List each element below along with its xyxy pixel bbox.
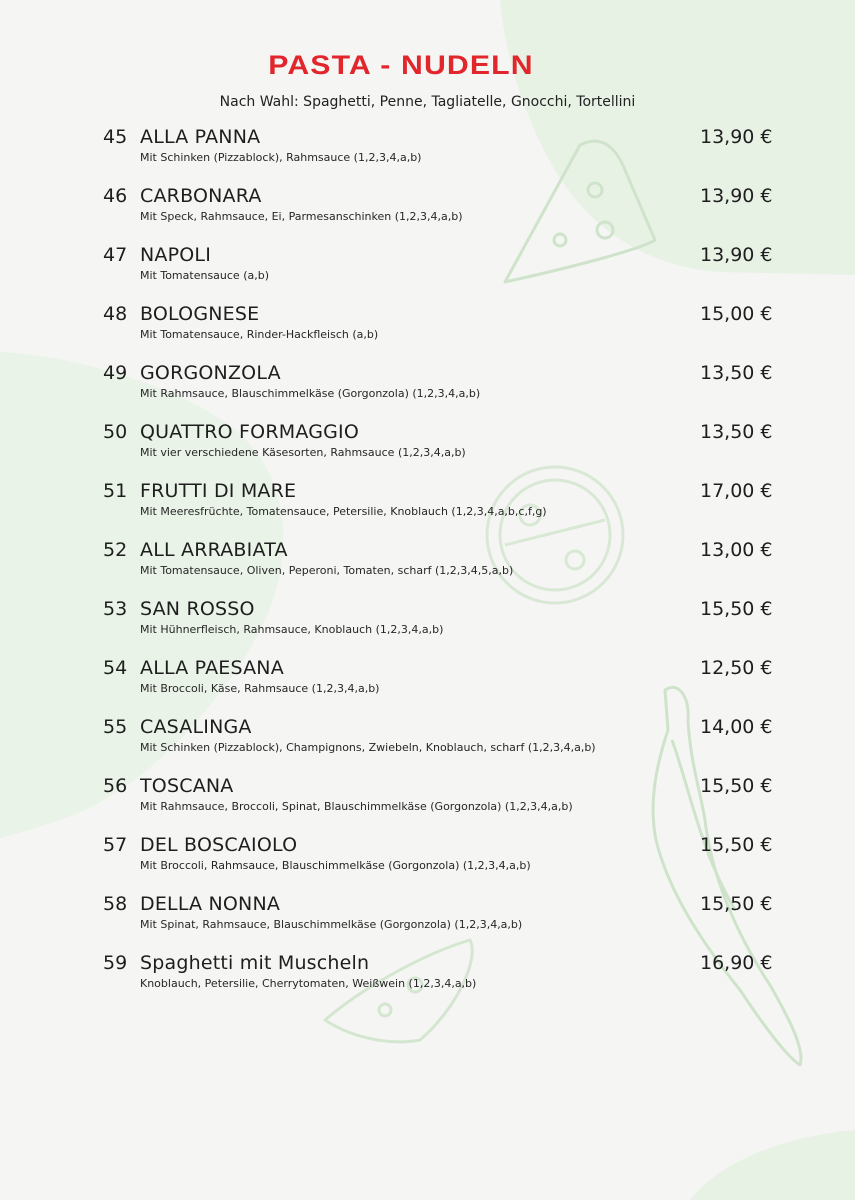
menu-item (0, 775, 855, 834)
item-number: 51 (103, 480, 128, 502)
item-name: CASALINGA (140, 716, 252, 738)
menu-items-list (0, 126, 855, 1011)
item-number: 49 (103, 362, 128, 384)
item-number: 53 (103, 598, 128, 620)
menu-item (0, 657, 855, 716)
menu-item (0, 539, 855, 598)
item-name: ALLA PANNA (140, 126, 261, 148)
item-number: 50 (103, 421, 128, 443)
item-number: 55 (103, 716, 128, 738)
item-name: DELLA NONNA (140, 893, 281, 915)
item-price: 14,00 € (700, 716, 773, 738)
item-name: TOSCANA (140, 775, 234, 797)
menu-item (0, 952, 855, 1011)
item-number: 56 (103, 775, 128, 797)
item-price: 13,50 € (700, 421, 773, 443)
item-description: Mit Tomatensauce (a,b) (140, 269, 270, 282)
item-description: Mit Tomatensauce, Oliven, Peperoni, Tomaten, scharf (1,2,3,4,5,a,b) (140, 564, 514, 577)
menu-item (0, 716, 855, 775)
item-name: ALLA PAESANA (140, 657, 284, 679)
item-number: 47 (103, 244, 128, 266)
item-price: 13,90 € (700, 244, 773, 266)
item-number: 58 (103, 893, 128, 915)
item-price: 15,50 € (700, 834, 773, 856)
item-number: 45 (103, 126, 128, 148)
item-price: 13,50 € (700, 362, 773, 384)
item-name: Spaghetti mit Muscheln (140, 952, 370, 974)
item-number: 52 (103, 539, 128, 561)
item-name: QUATTRO FORMAGGIO (140, 421, 360, 443)
item-description: Mit Meeresfrüchte, Tomatensauce, Petersilie, Knoblauch (1,2,3,4,a,b,c,f,g) (140, 505, 547, 518)
item-name: CARBONARA (140, 185, 262, 207)
item-description: Mit Broccoli, Rahmsauce, Blauschimmelkäse (Gorgonzola) (1,2,3,4,a,b) (140, 859, 531, 872)
item-name: SAN ROSSO (140, 598, 255, 620)
item-price: 15,50 € (700, 775, 773, 797)
item-description: Mit Speck, Rahmsauce, Ei, Parmesanschinken (1,2,3,4,a,b) (140, 210, 463, 223)
item-price: 15,50 € (700, 598, 773, 620)
item-price: 15,50 € (700, 893, 773, 915)
item-description: Mit Tomatensauce, Rinder-Hackfleisch (a,b) (140, 328, 379, 341)
item-description: Knoblauch, Petersilie, Cherrytomaten, Weißwein (1,2,3,4,a,b) (140, 977, 477, 990)
item-name: BOLOGNESE (140, 303, 260, 325)
item-description: Mit vier verschiedene Käsesorten, Rahmsauce (1,2,3,4,a,b) (140, 446, 466, 459)
item-price: 17,00 € (700, 480, 773, 502)
item-price: 15,00 € (700, 303, 773, 325)
item-name: NAPOLI (140, 244, 212, 266)
item-description: Mit Broccoli, Käse, Rahmsauce (1,2,3,4,a,b) (140, 682, 380, 695)
menu-item (0, 480, 855, 539)
menu-item (0, 362, 855, 421)
item-number: 59 (103, 952, 128, 974)
item-number: 46 (103, 185, 128, 207)
green-blob-bottom-right (690, 1130, 855, 1200)
menu-item (0, 598, 855, 657)
item-description: Mit Spinat, Rahmsauce, Blauschimmelkäse (Gorgonzola) (1,2,3,4,a,b) (140, 918, 523, 931)
menu-item (0, 893, 855, 952)
item-description: Mit Schinken (Pizzablock), Champignons, Zwiebeln, Knoblauch, scharf (1,2,3,4,a,b) (140, 741, 596, 754)
item-price: 16,90 € (700, 952, 773, 974)
item-name: DEL BOSCAIOLO (140, 834, 298, 856)
menu-item (0, 185, 855, 244)
item-description: Mit Rahmsauce, Blauschimmelkäse (Gorgonzola) (1,2,3,4,a,b) (140, 387, 481, 400)
item-number: 48 (103, 303, 128, 325)
item-price: 12,50 € (700, 657, 773, 679)
item-price: 13,90 € (700, 126, 773, 148)
item-description: Mit Hühnerfleisch, Rahmsauce, Knoblauch (1,2,3,4,a,b) (140, 623, 444, 636)
pasta-choice-subtitle: Nach Wahl: Spaghetti, Penne, Tagliatelle, Gnocchi, Tortellini (219, 94, 636, 110)
menu-title: PASTA - NUDELN (268, 50, 534, 80)
item-name: GORGONZOLA (140, 362, 281, 384)
menu-item (0, 303, 855, 362)
item-name: FRUTTI DI MARE (140, 480, 297, 502)
item-price: 13,90 € (700, 185, 773, 207)
item-name: ALL ARRABIATA (140, 539, 288, 561)
item-description: Mit Rahmsauce, Broccoli, Spinat, Blauschimmelkäse (Gorgonzola) (1,2,3,4,a,b) (140, 800, 573, 813)
item-number: 57 (103, 834, 128, 856)
item-price: 13,00 € (700, 539, 773, 561)
item-number: 54 (103, 657, 128, 679)
menu-item (0, 834, 855, 893)
menu-item (0, 244, 855, 303)
item-description: Mit Schinken (Pizzablock), Rahmsauce (1,2,3,4,a,b) (140, 151, 422, 164)
menu-item (0, 126, 855, 185)
menu-item (0, 421, 855, 480)
